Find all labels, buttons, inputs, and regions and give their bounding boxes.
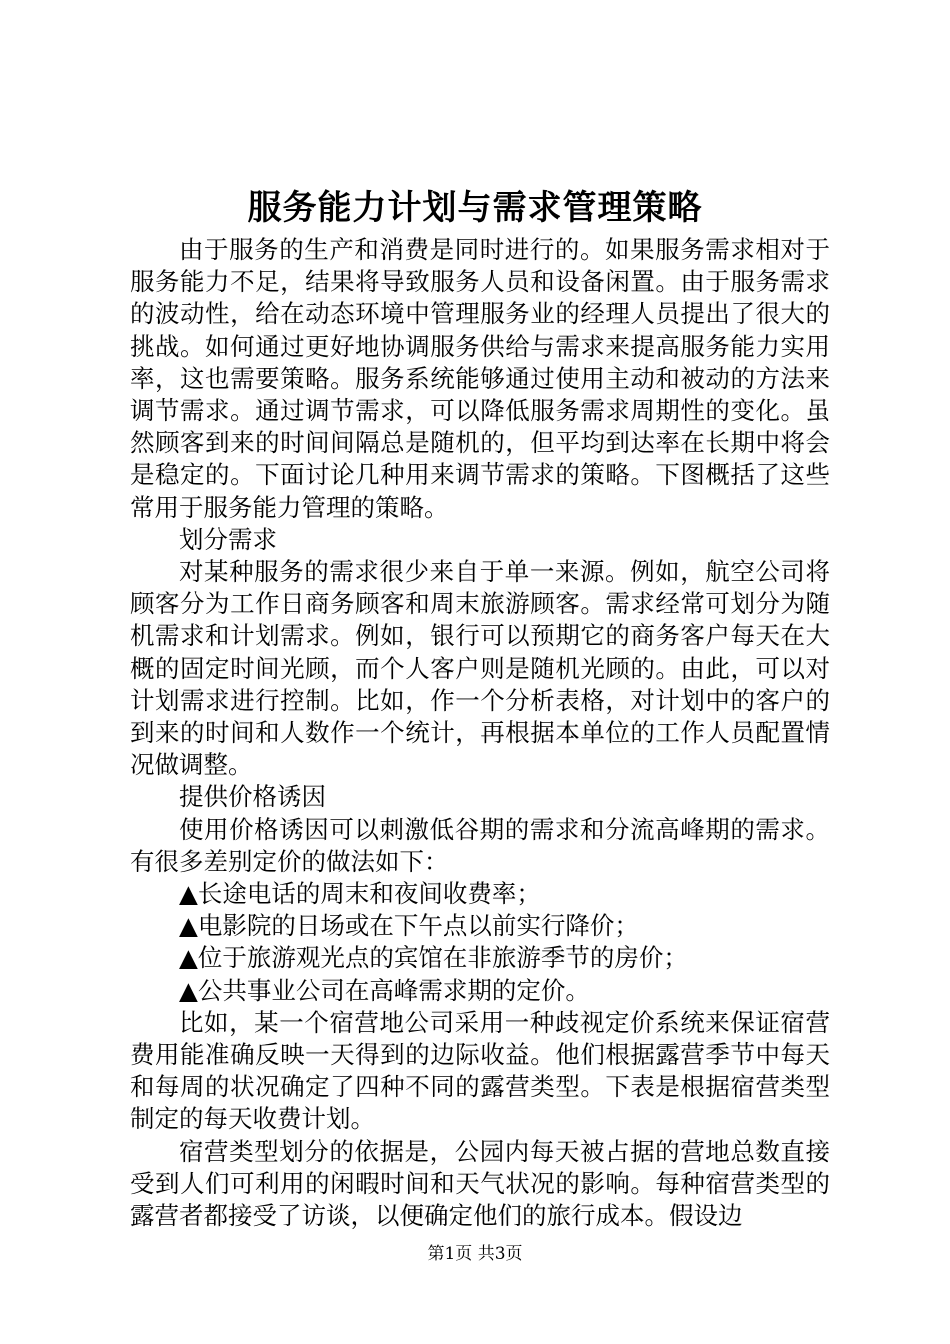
bullet-item: ▲长途电话的周末和夜间收费率； bbox=[179, 879, 541, 909]
paragraph-campground-types: 宿营类型划分的依据是，公园内每天被占据的营地总数直接受到人们可利用的闲暇时间和天气状况的影响。每种宿营类型的露营者都接受了访谈，以便确定他们的旅行成本。假设边 bbox=[130, 1136, 830, 1231]
paragraph-intro: 由于服务的生产和消费是同时进行的。如果服务需求相对于服务能力不足，结果将导致服务人员和设备闲置。由于服务需求的波动性，给在动态环境中管理服务业的经理人员提出了很大的挑战。如何通过更好地协调服务供给与需求来提高服务能力实用率，这也需要策略。服务系统能够通过使用主动和被动的方法来调节需求。通过调节需求，可以降低服务需求周期性的变化。虽然顾客到来的时间间隔总是随机的，但平均到达率在长期中将会是稳定的。下面讨论几种用来调节需求的策略。下图概括了这些常用于服务能力管理的策略。 bbox=[130, 235, 830, 522]
paragraph-price-incentives: 使用价格诱因可以刺激低谷期的需求和分流高峰期的需求。有很多差别定价的做法如下： bbox=[130, 814, 830, 876]
bullet-item: ▲电影院的日场或在下午点以前实行降价； bbox=[179, 911, 639, 941]
paragraph-segment-demand: 对某种服务的需求很少来自于单一来源。例如，航空公司将顾客分为工作日商务顾客和周末旅游顾客。需求经常可划分为随机需求和计划需求。例如，银行可以预期它的商务客户每天在大概的固定时间光顾，而个人客户则是随机光顾的。由此，可以对计划需求进行控制。比如，作一个分析表格，对计划中的客户的到来的时间和人数作一个统计，再根据本单位的工作人员配置情况做调整。 bbox=[130, 557, 830, 780]
page-footer: 第1页 共3页 bbox=[427, 1244, 523, 1264]
bullet-item: ▲位于旅游观光点的宾馆在非旅游季节的房价； bbox=[179, 943, 688, 973]
paragraph-campground-example: 比如，某一个宿营地公司采用一种歧视定价系统来保证宿营费用能准确反映一天得到的边际收益。他们根据露营季节中每天和每周的状况确定了四种不同的露营类型。下表是根据宿营类型制定的每天收费计划。 bbox=[130, 1007, 830, 1134]
document-title: 服务能力计划与需求管理策略 bbox=[247, 188, 703, 228]
section-heading-segment-demand: 划分需求 bbox=[179, 524, 277, 554]
bullet-item: ▲公共事业公司在高峰需求期的定价。 bbox=[179, 975, 590, 1005]
section-heading-price-incentives: 提供价格诱因 bbox=[179, 782, 326, 812]
document-body bbox=[130, 234, 830, 1232]
